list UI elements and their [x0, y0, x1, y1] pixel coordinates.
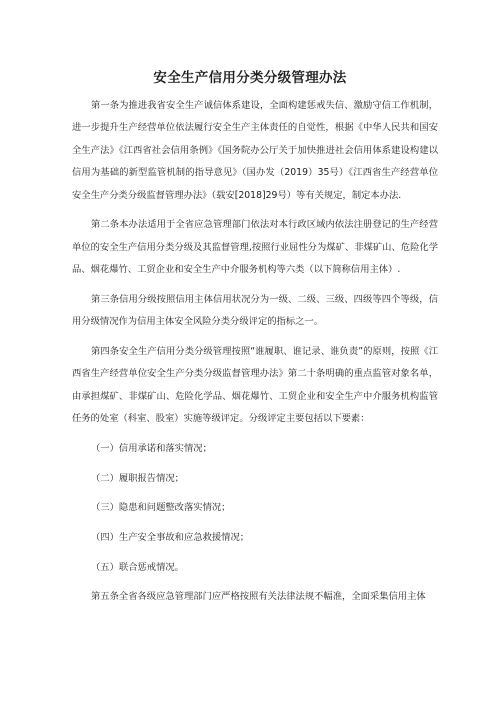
document-body [72, 95, 438, 616]
list-item: （一）信用承诺和落实情况； [91, 442, 212, 454]
article-5-paragraph: 第五条全省各级应急管理部门应严格按照有关法律法规不幅准，全面采集信用主体 [91, 591, 426, 603]
article-3-paragraph: 第三条信用分级按照信用主体信用状况分为一级、二级、三级、四级等四个等级，信用分级情况作为信用主体安全风险分类分级评定的指标之一。 [72, 293, 438, 328]
list-item: （三）隐患和问题整改落实情况； [91, 502, 231, 514]
list-item: （四）生产安全事故和应急救援情况； [91, 531, 250, 543]
article-1-paragraph: 第一条为推进我省安全生产诚信体系建设，全面构建惩戒失信、激励守信工作机制，进一步提升生产经营单位依法履行安全生产主体责任的自觉性，根据《中华人民共和国安全生产法》《江西省社会信用条例》《国务院办公厅关于加快推进社会信用体系建设构建以信用为基础的新型监管机制的指导意见》（国办发（2019）35号）《江西省生产经营单位安全生产分类分级监督管理办法》（载安[2018]29号）等有关规定，制定本办法. [72, 100, 438, 201]
list-item: （二）履职报告情况； [91, 472, 184, 484]
article-4-paragraph: 第四条安全生产信用分类分级管理按照“谁履职、谁记录、谁负责”的原则，按照《江西省生产经营单位安全生产分类分级监督管理办法》第二十条明确的重点监管对象名单，由承担煤矿、非煤矿山、危险化学品、烟花爆竹、工贸企业和安全生产中介服务机构监管任务的处室（科室、股室）实施等级评定。分级评定主要包括以下要素： [72, 345, 438, 425]
document-title: 安全生产信用分类分级管理办法 [153, 70, 347, 86]
list-item: （五）联合惩戒情况。 [91, 561, 184, 573]
article-2-paragraph: 第二条本办法适用于全省应急管理部门依法对本行政区域内依法注册登记的生产经营单位的安全生产信用分类分级及其监督管理,按照行业屈性分为煤矿、非煤矿山、危险化学品、烟花爆竹、工贸企业和安全生产中介服务机构等六类（以下简称信用主体）. [72, 219, 438, 276]
